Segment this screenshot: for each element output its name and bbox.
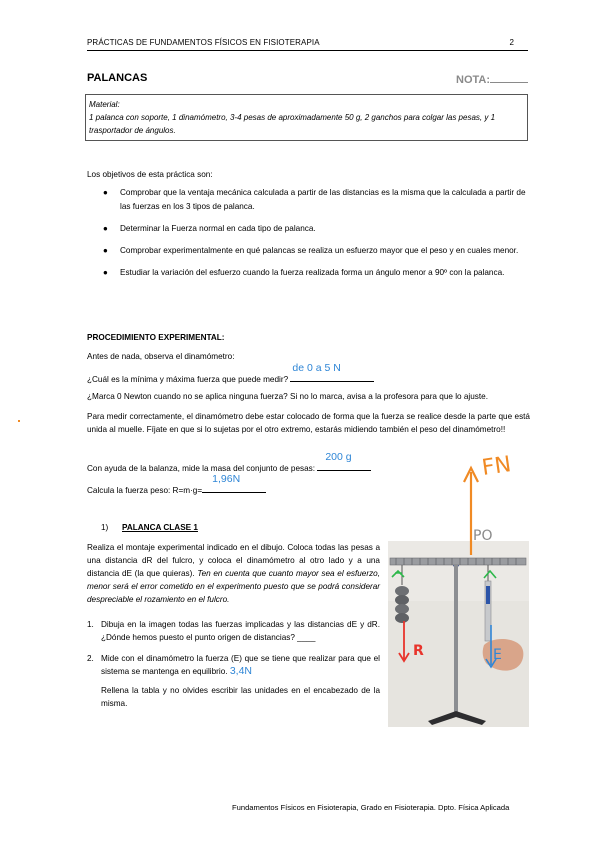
section1-item-1: 1. Dibuja en la imagen todas las fuerzas implicadas y las distancias dE y dR. ¿Dónde hemos puesto el punto origen de distancias? ____ bbox=[87, 620, 380, 642]
lever-photo-illustration bbox=[388, 541, 529, 727]
answer-mass: 200 g bbox=[325, 451, 352, 463]
stray-mark bbox=[18, 420, 20, 422]
label-fn: FN bbox=[480, 452, 513, 481]
nota-label: NOTA: bbox=[456, 74, 491, 86]
material-label: Material: bbox=[89, 100, 120, 109]
nota-field bbox=[456, 72, 528, 86]
question-min-max: ¿Cuál es la mínima y máxima fuerza que puede medir? de 0 a 5 N bbox=[87, 370, 374, 386]
bullet-icon: ● bbox=[103, 224, 108, 233]
question-mass: Con ayuda de la balanza, mide la masa del conjunto de pesas: 200 g bbox=[87, 459, 371, 475]
list-item: ● Estudiar la variación del esfuerzo cuando la fuerza realizada forma un ángulo menor a 90º con la palanca. bbox=[100, 266, 530, 280]
bullet-icon: ● bbox=[103, 246, 108, 255]
section1-item-2: 2. Mide con el dinamómetro la fuerza (E) que se tiene que realizar para que el sistema se mantenga en equilibrio. 3,4N Rellena la tabla y no olvides escribir las unidades en el encabezado de la misma. bbox=[87, 654, 380, 708]
list-item: ● Comprobar que la ventaja mecánica calculada a partir de las distancias es la misma que la calculada a partir de las fuerzas en los 3 tipos de palanca. bbox=[103, 188, 526, 211]
page-footer: Fundamentos Físicos en Fisioterapia, Grado en Fisioterapia. Dpto. Física Aplicada bbox=[232, 803, 510, 812]
dynamometer-note: Para medir correctamente, el dinamómetro debe estar colocado de forma que la fuerza se realice desde la parte que está unida al muelle. Fíjate en que si lo sujetas por el otro extremo, estarás midiendo también el peso del dinamómetro!! bbox=[87, 412, 530, 434]
objectives-list bbox=[100, 186, 530, 288]
section1-number: 1) bbox=[101, 523, 109, 532]
list-item: ● Comprobar experimentalmente en qué palancas se realiza un esfuerzo mayor que el peso y en cuales menor. bbox=[100, 244, 530, 258]
label-e: E bbox=[493, 647, 502, 663]
bullet-icon: ● bbox=[103, 268, 108, 277]
answer-min-max: de 0 a 5 N bbox=[292, 362, 341, 374]
answer-min-max-line[interactable] bbox=[290, 362, 374, 382]
bullet-icon: ● bbox=[103, 188, 108, 197]
procedure-heading: PROCEDIMIENTO EXPERIMENTAL: bbox=[87, 333, 225, 342]
nota-blank bbox=[490, 72, 528, 83]
question-weight: Calcula la fuerza peso: R=m·g= 1,96N bbox=[87, 481, 266, 497]
label-r: R bbox=[413, 643, 424, 659]
procedure-intro: Antes de nada, observa el dinamómetro: bbox=[87, 352, 235, 361]
answer-mass-line[interactable] bbox=[317, 451, 371, 471]
page-number: 2 bbox=[509, 38, 514, 47]
label-po: PO bbox=[473, 528, 493, 544]
material-text: 1 palanca con soporte, 1 dinamómetro, 3-4 pesas de aproximadamente 50 g, 2 ganchos para colgar las pesas, y 1 trasportador de ángulos. bbox=[89, 113, 496, 135]
section1-heading: PALANCA CLASE 1 bbox=[122, 523, 198, 532]
header-divider bbox=[87, 50, 528, 51]
page-header bbox=[87, 38, 528, 47]
section1-intro: Realiza el montaje experimental indicado en el dibujo. Coloca todas las pesas a una distancia dR del fulcro, y coloca el dinamómetro al otro lado y a una distancia dE (la que quieras). Ten en cuenta que cuanto mayor sea el esfuerzo, menor será el error cometido en el experimento puesto que se podrá considerar despreciable el rozamiento en el fulcro. bbox=[87, 543, 381, 604]
question-zero: ¿Marca 0 Newton cuando no se aplica ninguna fuerza? Si no lo marca, avisa a la profesora para que lo ajuste. bbox=[87, 392, 488, 401]
material-box bbox=[85, 94, 528, 141]
lever-photo bbox=[388, 541, 529, 727]
header-title: PRÁCTICAS DE FUNDAMENTOS FÍSICOS EN FISIOTERAPIA bbox=[87, 38, 320, 47]
page-title: PALANCAS bbox=[87, 72, 148, 84]
list-item: ● Determinar la Fuerza normal en cada tipo de palanca. bbox=[100, 222, 530, 236]
objectives-intro: Los objetivos de esta práctica son: bbox=[87, 170, 213, 179]
answer-force-e: 3,4N bbox=[229, 665, 252, 677]
answer-weight: 1,96N bbox=[212, 473, 241, 485]
answer-weight-line[interactable] bbox=[202, 473, 266, 493]
